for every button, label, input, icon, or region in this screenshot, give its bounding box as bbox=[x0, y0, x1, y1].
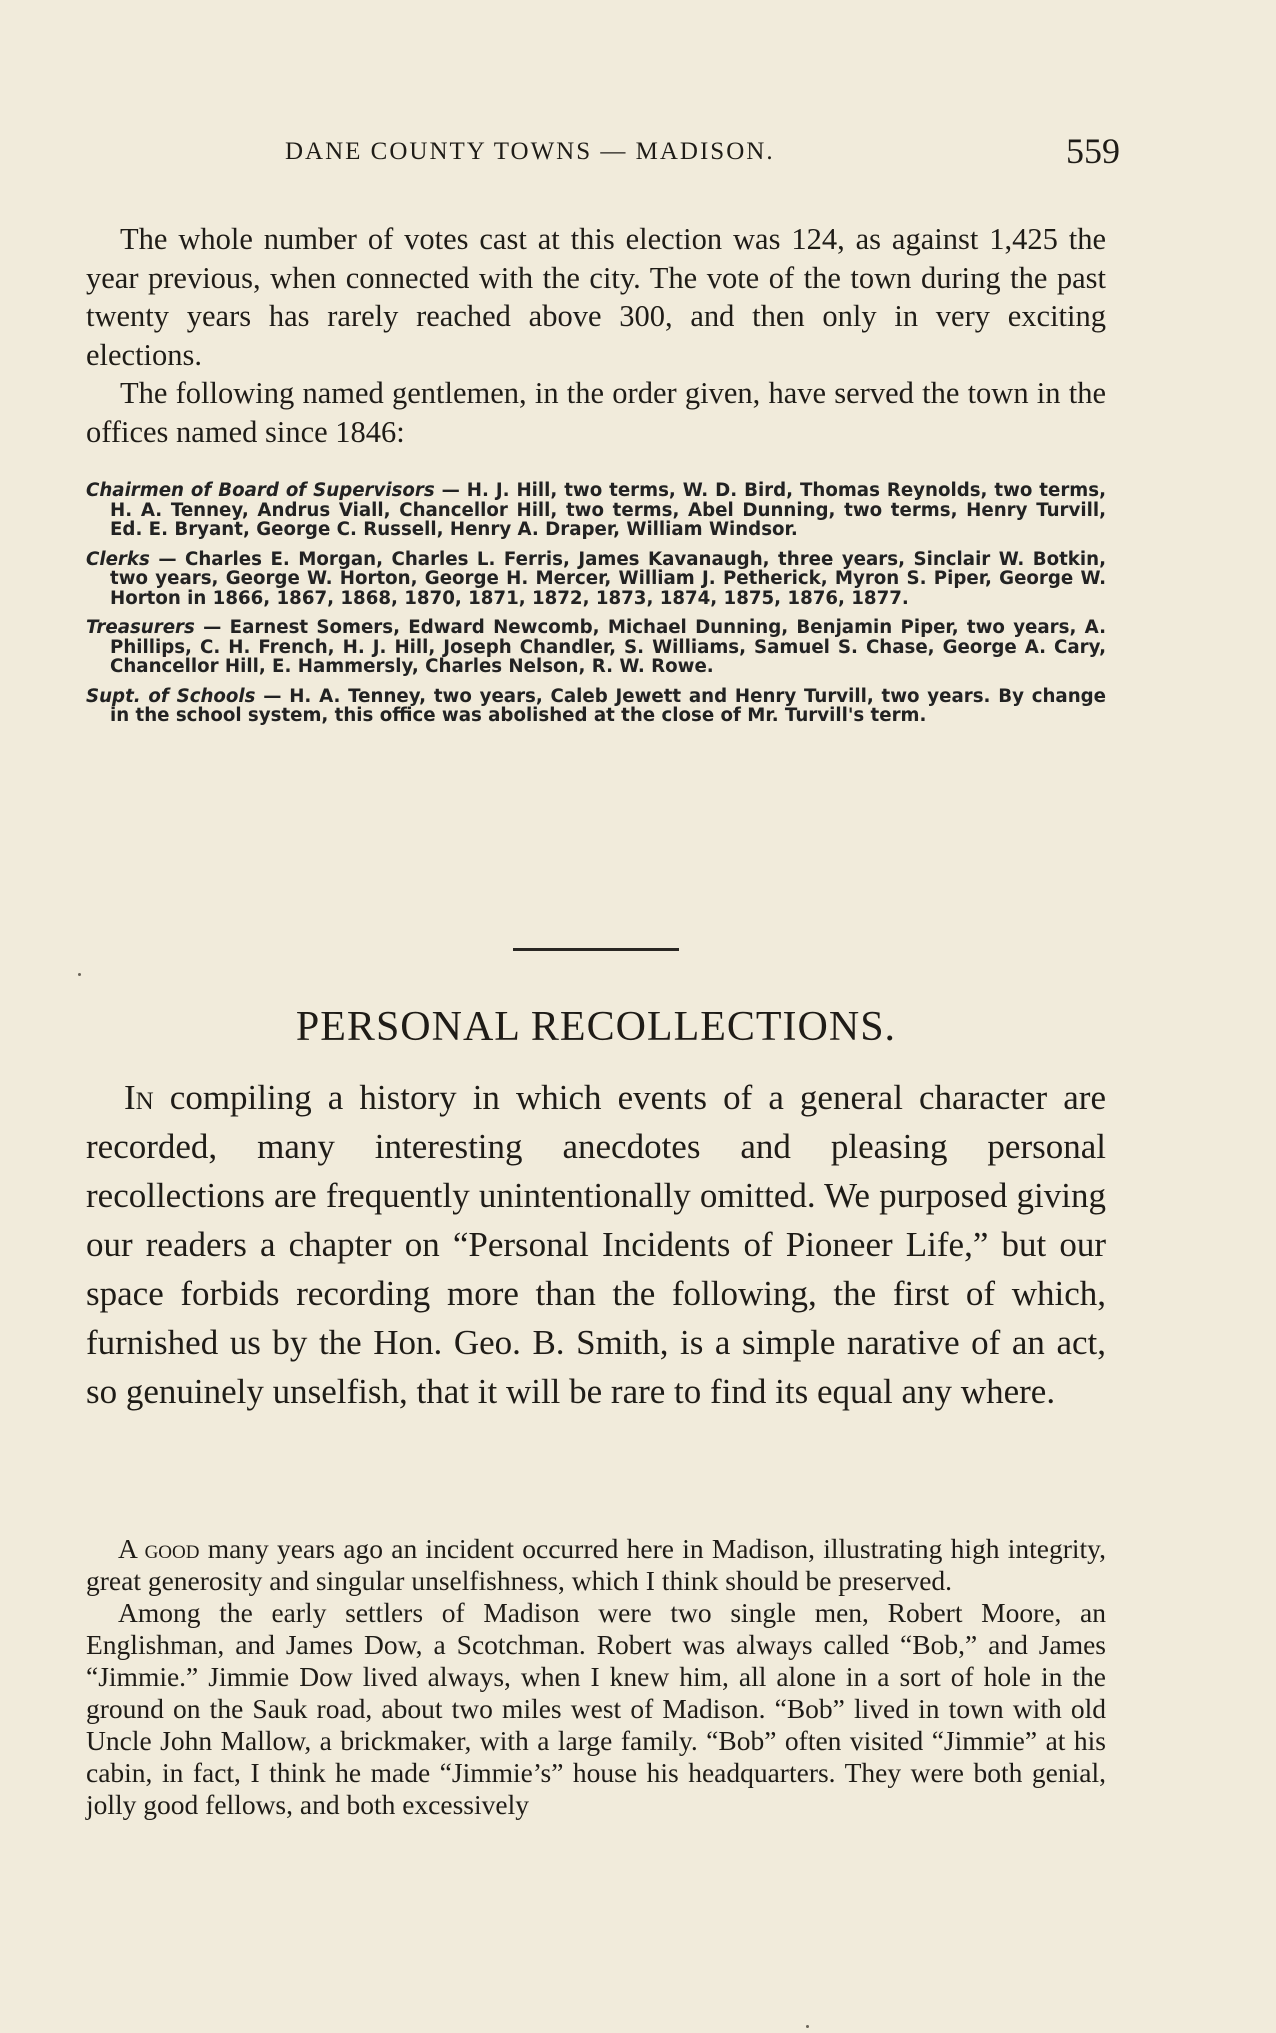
story-lead-words: A good bbox=[118, 1533, 200, 1564]
print-speck bbox=[78, 973, 81, 976]
officer-names: Charles E. Morgan, Charles L. Ferris, James Kavanaugh, three years, Sinclair W. Botkin, two years, George W. Horton, George H. Mercer, William J. Petherick, Myron S. Piper, George W. Horton in 1866, 1867, 1868, 1870, 1871, 1872, 1873, 1874, 1875, 1876, 1877. bbox=[110, 548, 1106, 609]
officers-intro-paragraph: The following named gentlemen, in the order given, have served the town in the offices named since 1846: bbox=[86, 376, 1106, 449]
officer-role: Treasurers bbox=[86, 617, 195, 638]
votes-paragraph: The whole number of votes cast at this election was 124, as against 1,425 the year previous, when connected with the city. The vote of the town during the past twenty years has rarely reached above 300, and then only in very exciting elections. bbox=[86, 222, 1106, 372]
officer-role: Chairmen of Board of Supervisors bbox=[86, 480, 435, 501]
officer-role: Supt. of Schools bbox=[86, 685, 256, 707]
section-divider bbox=[513, 948, 679, 951]
intro-text: compiling a history in which events of a general character are recorded, many interesting anecdotes and pleasing personal recollections are frequently unintentionally omitted. We purposed giving our readers a chapter on “Personal Incidents of Pioneer Life,” but our space forbids recording more than the following, the first of which, furnished us by the Hon. Geo. B. Smith, is a simple narative of an act, so genuinely unselfish, that it will be rare to find its equal any where. bbox=[86, 1078, 1106, 1411]
officer-names: Earnest Somers, Edward Newcomb, Michael Dunning, Benjamin Piper, two years, A. Phillips, C. H. French, H. J. Hill, Joseph Chandler, S. Williams, Samuel S. Chase, George A. Cary, Chancellor Hill, E. Hammersly, Charles Nelson, R. W. Rowe. bbox=[110, 617, 1106, 677]
story-paragraph bbox=[86, 1533, 1106, 1597]
votes-section bbox=[86, 220, 1106, 451]
section-intro bbox=[86, 1073, 1106, 1416]
officer-entry-chairmen: Chairmen of Board of Supervisors — H. J. Hill, two terms, W. D. Bird, Thomas Reynolds, two terms, H. A. Tenney, Andrus Viall, Chancellor Hill, two terms, Abel Dunning, two terms, Henry Turvill, Ed. E. Bryant, George C. Russell, Henry A. Draper, William Windsor. bbox=[86, 480, 1106, 540]
officer-role: Clerks bbox=[86, 548, 150, 570]
officer-names: H. J. Hill, two terms, W. D. Bird, Thomas Reynolds, two terms, H. A. Tenney, Andrus Viall, Chancellor Hill, two terms, Abel Dunning, two terms, Henry Turvill, Ed. E. Bryant, George C. Russell, Henry A. Draper, William Windsor. bbox=[110, 480, 1106, 540]
running-head bbox=[285, 130, 1120, 170]
story-paragraph: Among the early settlers of Madison were two single men, Robert Moore, an Englishman, and James Dow, a Scotchman. Robert was always called “Bob,” and James “Jimmie.” Jimmie Dow lived always, when I knew him, all alone in a sort of hole in the ground on the Sauk road, about two miles west of Madison. “Bob” lived in town with old Uncle John Mallow, a brickmaker, with a large family. “Bob” often visited “Jimmie” at his cabin, in fact, I think he made “Jimmie’s” house his headquarters. They were both genial, jolly good fellows, and both excessively bbox=[86, 1597, 1106, 1820]
officer-entry-clerks: Clerks — Charles E. Morgan, Charles L. Ferris, James Kavanaugh, three years, Sinclair W. Botkin, two years, George W. Horton, George H. Mercer, William J. Petherick, Myron S. Piper, George W. Horton in 1866, 1867, 1868, 1870, 1871, 1872, 1873, 1874, 1875, 1876, 1877. bbox=[86, 548, 1106, 609]
running-title: DANE COUNTY TOWNS — MADISON. bbox=[285, 138, 775, 165]
officer-names: H. A. Tenney, two years, Caleb Jewett and Henry Turvill, two years. By change in the school system, this office was abolished at the close of Mr. Turvill's term. bbox=[110, 685, 1106, 726]
page-number: 559 bbox=[1066, 131, 1120, 171]
officer-entry-treasurers: Treasurers — Earnest Somers, Edward Newcomb, Michael Dunning, Benjamin Piper, two years, A. Phillips, C. H. French, H. J. Hill, Joseph Chandler, S. Williams, Samuel S. Chase, George A. Cary, Chancellor Hill, E. Hammersly, Charles Nelson, R. W. Rowe. bbox=[86, 617, 1106, 677]
print-speck bbox=[806, 2025, 809, 2028]
officers-list bbox=[86, 481, 1106, 736]
intro-paragraph bbox=[86, 1073, 1106, 1416]
section-title: PERSONAL RECOLLECTIONS. bbox=[295, 1004, 897, 1050]
intro-lead-word: In bbox=[124, 1078, 154, 1117]
story-text-1: many years ago an incident occurred here in Madison, illustrating high integrity, great generosity and singular unselfishness, which I think should be preserved. bbox=[86, 1533, 1106, 1596]
story-text bbox=[86, 1533, 1106, 1821]
officer-entry-schools: Supt. of Schools — H. A. Tenney, two years, Caleb Jewett and Henry Turvill, two years. By change in the school system, this office was abolished at the close of Mr. Turvill's term. bbox=[86, 685, 1106, 726]
